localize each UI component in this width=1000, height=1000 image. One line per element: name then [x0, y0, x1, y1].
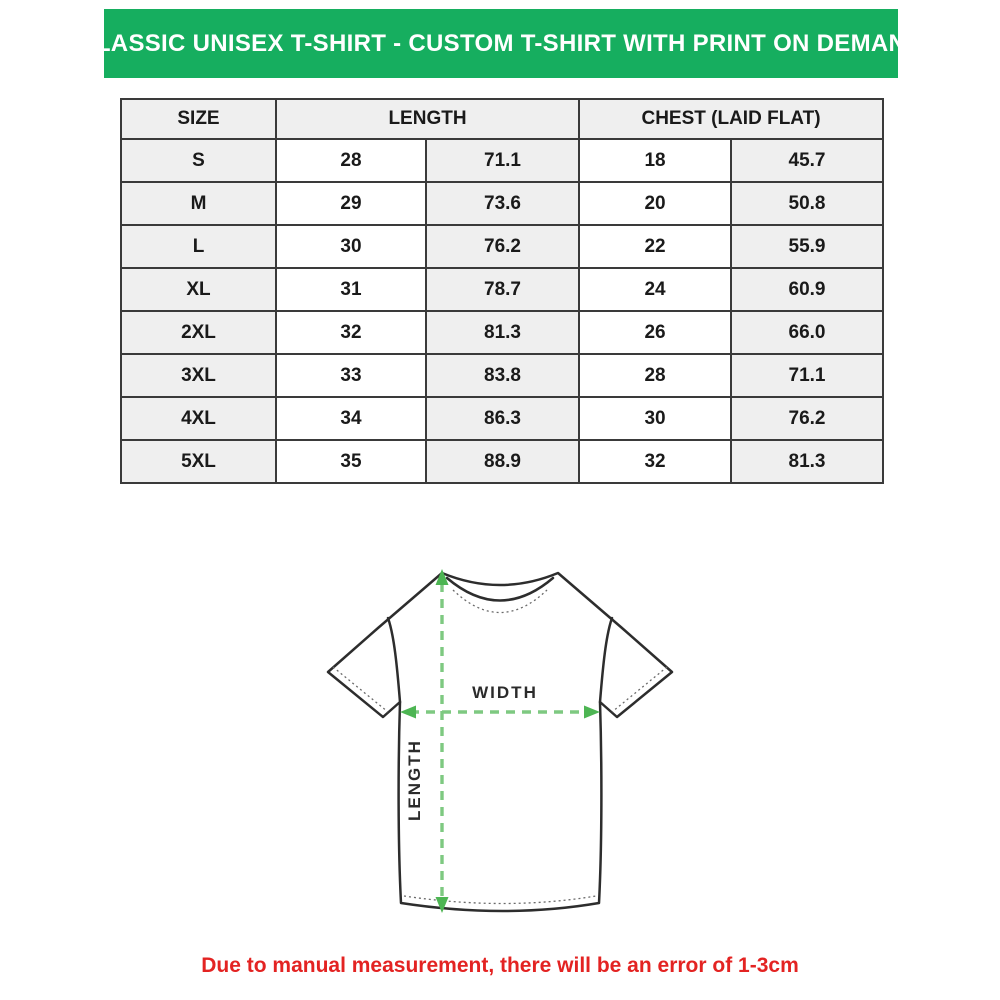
banner-title: CLASSIC UNISEX T-SHIRT - CUSTOM T-SHIRT WITH PRINT ON DEMAND	[78, 29, 924, 57]
length-in-cell: 34	[276, 397, 426, 440]
size-cell: 3XL	[121, 354, 276, 397]
chest-cm-cell: 71.1	[731, 354, 883, 397]
banner	[78, 9, 924, 78]
chest-in-cell: 26	[579, 311, 731, 354]
size-table	[120, 98, 884, 484]
table-row	[121, 225, 883, 268]
length-in-cell: 30	[276, 225, 426, 268]
col-header-length: LENGTH	[276, 99, 579, 139]
chest-cm-cell: 76.2	[731, 397, 883, 440]
col-header-size: SIZE	[121, 99, 276, 139]
length-cm-cell: 76.2	[426, 225, 579, 268]
size-cell: M	[121, 182, 276, 225]
table-row	[121, 139, 883, 182]
chest-in-cell: 22	[579, 225, 731, 268]
length-cm-cell: 88.9	[426, 440, 579, 483]
length-in-cell: 29	[276, 182, 426, 225]
tshirt-diagram	[300, 545, 700, 945]
length-cm-cell: 81.3	[426, 311, 579, 354]
size-cell: S	[121, 139, 276, 182]
length-cm-cell: 73.6	[426, 182, 579, 225]
table-row	[121, 354, 883, 397]
chest-in-cell: 30	[579, 397, 731, 440]
table-row	[121, 268, 883, 311]
chest-in-cell: 20	[579, 182, 731, 225]
length-in-cell: 32	[276, 311, 426, 354]
length-label: LENGTH	[405, 739, 424, 821]
width-label: WIDTH	[472, 683, 538, 702]
length-in-cell: 31	[276, 268, 426, 311]
chest-in-cell: 18	[579, 139, 731, 182]
table-header-row	[121, 99, 883, 139]
length-cm-cell: 78.7	[426, 268, 579, 311]
length-cm-cell: 83.8	[426, 354, 579, 397]
chest-in-cell: 24	[579, 268, 731, 311]
measurement-note: Due to manual measurement, there will be an error of 1-3cm	[201, 954, 799, 977]
length-cm-cell: 86.3	[426, 397, 579, 440]
chest-in-cell: 32	[579, 440, 731, 483]
chest-cm-cell: 45.7	[731, 139, 883, 182]
table-row	[121, 440, 883, 483]
size-cell: 4XL	[121, 397, 276, 440]
col-header-chest: CHEST (LAID FLAT)	[579, 99, 883, 139]
tshirt-outline	[328, 573, 672, 911]
chest-cm-cell: 81.3	[731, 440, 883, 483]
size-cell: 2XL	[121, 311, 276, 354]
table-row	[121, 311, 883, 354]
size-cell: XL	[121, 268, 276, 311]
length-cm-cell: 71.1	[426, 139, 579, 182]
chest-cm-cell: 60.9	[731, 268, 883, 311]
length-in-cell: 35	[276, 440, 426, 483]
chest-in-cell: 28	[579, 354, 731, 397]
length-in-cell: 28	[276, 139, 426, 182]
size-cell: L	[121, 225, 276, 268]
table-row	[121, 182, 883, 225]
size-cell: 5XL	[121, 440, 276, 483]
chest-cm-cell: 55.9	[731, 225, 883, 268]
chest-cm-cell: 50.8	[731, 182, 883, 225]
table-row	[121, 397, 883, 440]
chest-cm-cell: 66.0	[731, 311, 883, 354]
length-in-cell: 33	[276, 354, 426, 397]
